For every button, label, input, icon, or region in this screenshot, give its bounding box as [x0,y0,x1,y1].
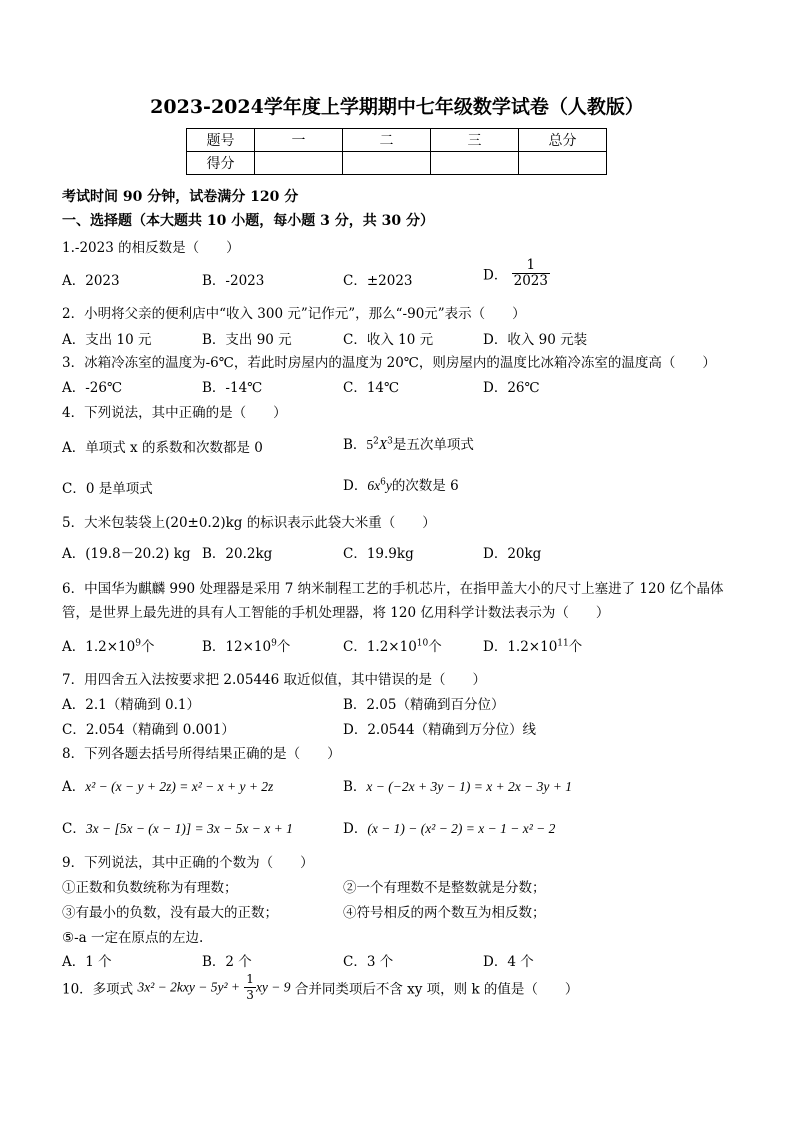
score-table [186,128,607,175]
q6-c-base: C．1.2×10 [343,639,417,655]
question-2-stem: 2．小明将父亲的便利店中“收入 300 元”记作元”，那么“-90元”表示（ ） [62,306,526,322]
q1-option-d [483,258,550,289]
q3-option-b: B．-14℃ [202,380,263,396]
q4-b-coef: 5 [366,437,374,452]
q1-option-d-label: D． [483,267,508,284]
question-4-stem: 4．下列说法，其中正确的是（ ） [62,405,287,421]
q4-b-exp2: 3 [387,436,393,447]
q4-d-coef: 6x [367,478,381,493]
q9-statement-2: ②一个有理数不是整数就是分数； [343,880,546,896]
q3-option-d: D．26℃ [483,380,540,396]
q8-option-d [343,817,555,837]
q4-b-var: X [378,437,388,452]
q10-suffix: 合并同类项后不含 xy 项，则 k 的值是（ ） [294,981,579,998]
question-1-stem: 1.-2023 的相反数是（ ） [62,240,240,256]
q9-statement-1: ①正数和负数统称为有理数； [62,880,238,896]
q9-statement-4: ④符号相反的两个数互为相反数； [343,905,546,921]
q1-fraction [512,258,550,289]
q10-fraction [244,972,256,1003]
q8-option-a [62,775,273,795]
q9-statement-3: ③有最小的负数，没有最大的正数； [62,905,278,921]
q5-option-c: C．19.9kg [343,546,414,562]
q6-option-a [62,635,154,655]
q2-option-a: A．支出 10 元 [62,332,152,348]
q10-poly-1: 3x² − 2kxy − 5y² + [137,979,240,995]
q8-option-b [343,775,572,795]
q5-option-d: D．20kg [483,546,542,562]
q8-b-label: B． [343,779,367,795]
q8-c-label: C． [62,821,86,837]
q8-option-c [62,817,293,837]
q8-c-expr: 3x − [5x − (x − 1)] = 3x − 5x − x + 1 [85,821,293,836]
fraction-denominator: 3 [246,988,254,1002]
score-header-cell: 题号 [187,129,255,152]
score-row-label: 得分 [187,152,255,175]
q8-d-label: D． [343,821,368,837]
q6-a-tail: 个 [140,639,155,655]
q6-option-d [483,635,582,655]
q4-b-exp1: 2 [373,436,379,447]
q1-option-b: B．-2023 [202,273,265,289]
q6-a-exp: 9 [135,638,141,649]
q6-b-exp: 9 [271,638,277,649]
q10-prefix: 10．多项式 [62,981,134,998]
question-10-stem [62,972,578,1003]
q2-option-c: C．收入 10 元 [343,332,434,348]
question-9-stem: 9．下列说法，其中正确的个数为（ ） [62,855,314,871]
question-8-stem: 8．下列各题去括号所得结果正确的是（ ） [62,746,341,762]
q9-option-a: A．1 个 [62,954,112,970]
q9-option-c: C．3 个 [343,954,394,970]
score-header-cell: 总分 [519,129,607,152]
q7-option-c: C．2.054（精确到 0.001） [62,722,235,738]
q6-d-exp: 11 [557,638,569,649]
q6-option-c [343,635,442,655]
fraction-numerator: 1 [512,258,550,274]
q6-option-b [202,635,290,655]
exam-info: 考试时间 90 分钟，试卷满分 120 分 [62,189,299,205]
q5-option-b: B．20.2kg [202,546,273,562]
q7-option-b: B．2.05（精确到百分位） [343,697,505,713]
score-cell[interactable] [431,152,519,175]
question-7-stem: 7．用四舍五入法按要求把 2.05446 取近似值，其中错误的是（ ） [62,672,486,688]
q6-a-base: A．1.2×10 [62,639,136,655]
q4-d-var: y [385,478,392,493]
q4-option-a: A．单项式 x 的系数和次数都是 0 [62,440,263,456]
q6-c-tail: 个 [428,639,442,655]
q6-c-exp: 10 [416,638,429,649]
q9-option-b: B．2 个 [202,954,252,970]
q6-b-tail: 个 [276,639,291,655]
q10-poly-2: xy − 9 [255,979,291,995]
q3-option-a: A．-26℃ [62,380,123,396]
q7-option-d: D．2.0544（精确到万分位）线 [343,722,537,738]
score-table-row [187,152,607,175]
question-6-line-2: 管，是世界上最先进的具有人工智能的手机处理器，将 120 亿用科学计数法表示为（ ） [62,605,610,621]
fraction-numerator: 1 [246,972,254,986]
q1-option-a: A．2023 [62,273,120,289]
q5-option-a: A．(19.8－20.2) kg [62,546,191,562]
q4-option-b [343,433,474,453]
q4-option-d [343,474,459,494]
fraction-denominator: 2023 [513,273,548,289]
score-table-header [187,129,607,152]
question-6-line-1: 6．中国华为麒麟 990 处理器是采用 7 纳米制程工艺的手机芯片，在指甲盖大小的尺寸上塞进了 120 亿个晶体 [62,581,724,597]
q4-option-d-label: D． [343,478,368,494]
q4-d-exp: 6 [380,477,386,488]
section-heading: 一、选择题（本大题共 10 小题，每小题 3 分，共 30 分） [62,213,434,229]
score-cell[interactable] [519,152,607,175]
q2-option-b: B．支出 90 元 [202,332,292,348]
q3-option-c: C．14℃ [343,380,400,396]
score-cell[interactable] [255,152,343,175]
q8-a-expr: x² − (x − y + 2z) = x² − x + y + 2z [85,779,274,794]
q4-option-b-label: B． [343,437,367,453]
q9-option-d: D．4 个 [483,954,534,970]
q6-d-base: D．1.2×10 [483,639,558,655]
score-cell[interactable] [343,152,431,175]
q2-option-d: D．收入 90 元装 [483,332,588,348]
q4-b-suffix: 是五次单项式 [392,437,474,453]
score-header-cell: 二 [343,129,431,152]
q9-statement-5: ⑤-a 一定在原点的左边. [62,930,204,946]
q6-b-base: B．12×10 [202,639,272,655]
q4-option-c: C．0 是单项式 [62,481,153,497]
q1-option-c: C．±2023 [343,273,413,289]
q6-d-tail: 个 [568,639,583,655]
q4-d-suffix: 的次数是 6 [391,478,459,494]
q8-a-label: A． [62,779,86,795]
score-header-cell: 三 [431,129,519,152]
q7-option-a: A．2.1（精确到 0.1） [62,697,200,713]
score-header-cell: 一 [255,129,343,152]
q8-b-expr: x − (−2x + 3y − 1) = x + 2x − 3y + 1 [366,779,572,794]
q8-d-expr: (x − 1) − (x² − 2) = x − 1 − x² − 2 [367,821,556,836]
question-5-stem: 5．大米包装袋上(20±0.2)kg 的标识表示此袋大米重（ ） [62,515,436,531]
question-3-stem: 3．冰箱冷冻室的温度为-6℃，若此时房屋内的温度为 20℃，则房屋内的温度比冰箱冷冻室的温度高（ ） [62,355,716,371]
page-title: 2023-2024学年度上学期期中七年级数学试卷（人教版） [150,96,644,118]
